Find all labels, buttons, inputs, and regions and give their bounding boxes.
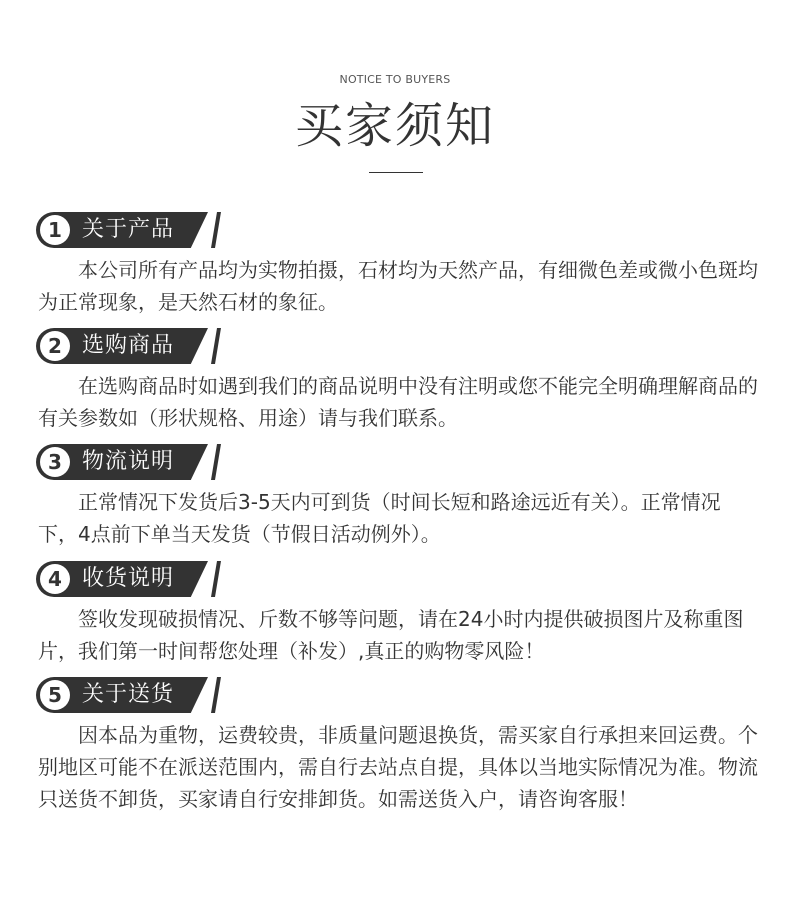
section-heading xyxy=(36,677,226,713)
section-heading xyxy=(36,444,226,480)
subtitle: NOTICE TO BUYERS xyxy=(339,73,451,86)
section-body: 因本品为重物，运费较贵，非质量问题退换货，需买家自行承担来回运费。个别地区可能不在派送范围内，需自行去站点自提，具体以当地实际情况为准。物流只送货不卸货，买家请自行安排卸货。如需送货入户，请咨询客服！ xyxy=(38,723,758,811)
section-heading xyxy=(36,212,226,248)
section-body: 本公司所有产品均为实物拍摄，石材均为天然产品，有细微色差或微小色斑均为正常现象，是天然石材的象征。 xyxy=(38,258,758,314)
section-title: 选购商品 xyxy=(82,333,175,358)
section-number: 4 xyxy=(40,564,70,594)
section-title: 收货说明 xyxy=(82,566,175,591)
section-number: 1 xyxy=(40,215,70,245)
section-body: 签收发现破损情况、斤数不够等问题，请在24小时内提供破损图片及称重图片，我们第一时间帮您处理（补发）,真正的购物零风险！ xyxy=(38,607,744,663)
slash-decoration xyxy=(211,444,221,480)
section-number: 3 xyxy=(40,447,70,477)
section-heading xyxy=(36,328,226,364)
slash-decoration xyxy=(211,328,221,364)
page-title: 买家须知 xyxy=(294,98,495,154)
slash-decoration xyxy=(211,212,221,248)
section-body: 正常情况下发货后3-5天内可到货（时间长短和路途远近有关）。正常情况下，4点前下单当天发货（节假日活动例外）。 xyxy=(38,490,721,546)
section-heading xyxy=(36,561,226,597)
section-number: 2 xyxy=(40,331,70,361)
section-title: 物流说明 xyxy=(82,449,175,474)
slash-decoration xyxy=(211,561,221,597)
section-title: 关于产品 xyxy=(82,217,175,242)
section-number: 5 xyxy=(40,680,70,710)
title-divider xyxy=(369,172,423,173)
slash-decoration xyxy=(211,677,221,713)
section-title: 关于送货 xyxy=(82,682,175,707)
section-body: 在选购商品时如遇到我们的商品说明中没有注明或您不能完全明确理解商品的有关参数如（形状规格、用途）请与我们联系。 xyxy=(38,374,758,430)
